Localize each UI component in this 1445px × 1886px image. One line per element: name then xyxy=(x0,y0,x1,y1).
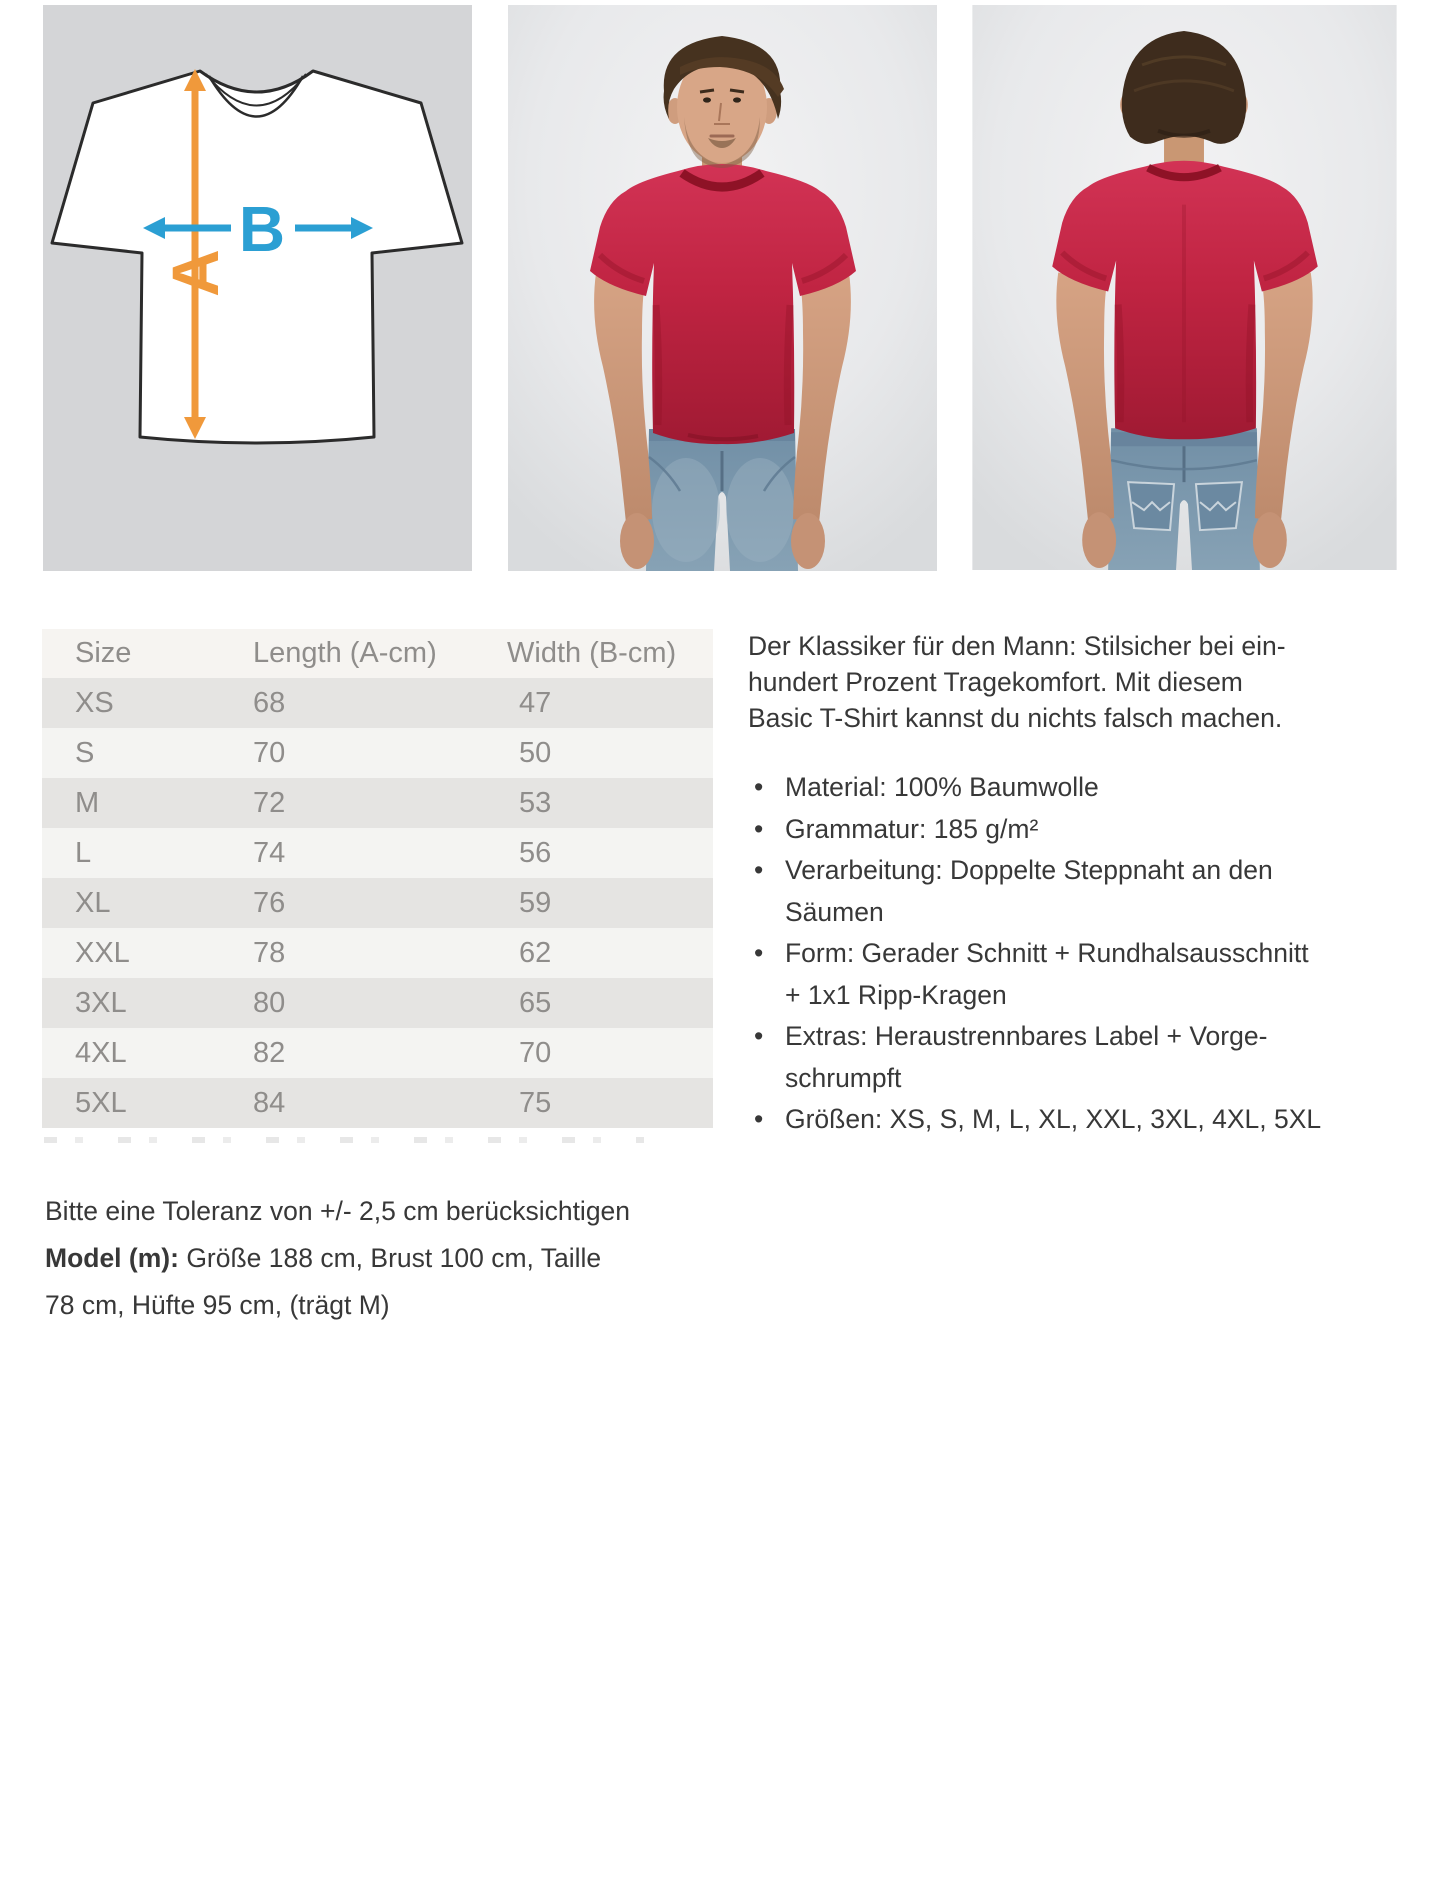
size-table-header-cell: Width (B-cm) xyxy=(507,637,677,669)
size-table-cell: 75 xyxy=(519,1086,552,1119)
right-back-pocket xyxy=(1196,482,1242,530)
right-hand xyxy=(791,513,825,569)
size-table-cell: XL xyxy=(75,886,111,919)
bullet-line: + 1x1 Ripp-Kragen xyxy=(785,979,1007,1010)
bullet-item xyxy=(785,1099,1322,1141)
bullet-line: schrumpft xyxy=(785,1062,902,1093)
size-table xyxy=(42,629,713,1128)
bullet-item xyxy=(785,1016,1268,1099)
size-table-row xyxy=(42,1078,713,1128)
left-hand xyxy=(620,513,654,569)
bullet-line: • Größen: XS, S, M, L, XL, XXL, 3XL, 4XL, 5XL xyxy=(785,1104,1322,1134)
bullet-item xyxy=(785,809,1223,851)
size-table-cell: 5XL xyxy=(75,1086,127,1119)
bullet-line: • Material: 100% Baumwolle xyxy=(785,772,1099,802)
size-table-cell: 76 xyxy=(253,886,286,919)
size-table-cell: M xyxy=(75,786,100,819)
size-table-cell: 84 xyxy=(253,1086,286,1119)
left-eye xyxy=(703,97,711,102)
bullet-line: • Verarbeitung: Doppelte Steppnaht an den xyxy=(785,855,1273,885)
right-hand xyxy=(1253,512,1287,568)
size-table-cell: 59 xyxy=(519,886,552,919)
size-table-cell: 70 xyxy=(519,1036,552,1069)
size-table-row xyxy=(42,778,713,828)
bullet-line: • Grammatur: 185 g/m² xyxy=(785,813,1039,844)
size-table-row xyxy=(42,678,713,728)
size-table-cell: 74 xyxy=(253,836,286,869)
size-table-cell: XS xyxy=(75,686,114,719)
tshirt-measure-diagram xyxy=(43,5,472,571)
right-brow xyxy=(730,90,744,92)
size-table-cell: 70 xyxy=(253,736,286,769)
size-table-header-cell: Length (A-cm) xyxy=(253,637,437,669)
size-table-row xyxy=(42,728,713,778)
description-paragraph xyxy=(748,628,1286,736)
size-table-cell: 82 xyxy=(253,1036,286,1069)
size-table-cell: 47 xyxy=(519,686,552,719)
back-photo-figure xyxy=(972,5,1397,570)
front-photo-figure xyxy=(508,5,937,571)
left-brow xyxy=(700,90,714,92)
size-table-cell: 56 xyxy=(519,836,552,869)
left-back-pocket xyxy=(1128,482,1174,530)
size-table-row xyxy=(42,878,713,928)
size-table-cell: 72 xyxy=(253,786,286,819)
bullet-item xyxy=(785,767,1223,809)
bullet-line: • Form: Gerader Schnitt + Rundhalsausschnitt xyxy=(785,938,1309,968)
paragraph-line: Basic T-Shirt kannst du nichts falsch machen. xyxy=(748,703,1283,733)
size-table-header-row xyxy=(42,629,713,678)
size-table-cell: 78 xyxy=(253,936,286,969)
cut-off-row-artifact xyxy=(44,1137,644,1143)
size-table-row xyxy=(42,828,713,878)
size-table-cell: S xyxy=(75,736,95,769)
paragraph-line: hundert Prozent Tragekomfort. Mit diesem xyxy=(748,667,1243,697)
left-hand xyxy=(1082,512,1116,568)
model-info-line1 xyxy=(45,1235,665,1282)
measurement-notes xyxy=(45,1188,665,1329)
size-table-cell: 68 xyxy=(253,686,286,719)
size-table-cell: 62 xyxy=(519,936,552,969)
size-table-row xyxy=(42,928,713,978)
size-table-cell: XXL xyxy=(75,936,130,969)
size-table-cell: 80 xyxy=(253,986,286,1019)
product-description xyxy=(748,628,1322,1141)
bullet-line: • Extras: Heraustrennbares Label + Vorge- xyxy=(785,1021,1268,1051)
bullet-item xyxy=(785,933,1309,1016)
tolerance-note: Bitte eine Toleranz von +/- 2,5 cm berücksichtigen xyxy=(45,1196,631,1226)
label-a: A xyxy=(158,249,232,297)
right-eye xyxy=(733,97,741,102)
label-b: B xyxy=(238,193,286,265)
size-table-cell: 50 xyxy=(519,736,552,769)
front-photo xyxy=(508,5,937,571)
size-table-cell: 65 xyxy=(519,986,552,1019)
size-table-row xyxy=(42,1028,713,1078)
size-table-cell: 3XL xyxy=(75,986,127,1019)
model-info-rest: Größe 188 cm, Brust 100 cm, Taille xyxy=(178,1243,602,1273)
paragraph-line: Der Klassiker für den Mann: Stilsicher bei ein- xyxy=(748,631,1286,661)
size-table-cell: 53 xyxy=(519,786,552,819)
size-table-row xyxy=(42,978,713,1028)
size-table-cell: L xyxy=(75,836,92,869)
size-table-header-cell: Size xyxy=(75,637,132,669)
bullet-item xyxy=(785,850,1273,933)
back-photo xyxy=(972,5,1397,570)
model-label: Model (m): xyxy=(45,1243,179,1273)
size-diagram-panel xyxy=(43,5,472,571)
description-bullets xyxy=(748,767,1322,1141)
bullet-line: Säumen xyxy=(785,896,884,927)
model-info-line2: 78 cm, Hüfte 95 cm, (trägt M) xyxy=(45,1290,390,1320)
size-table-cell: 4XL xyxy=(75,1036,127,1069)
